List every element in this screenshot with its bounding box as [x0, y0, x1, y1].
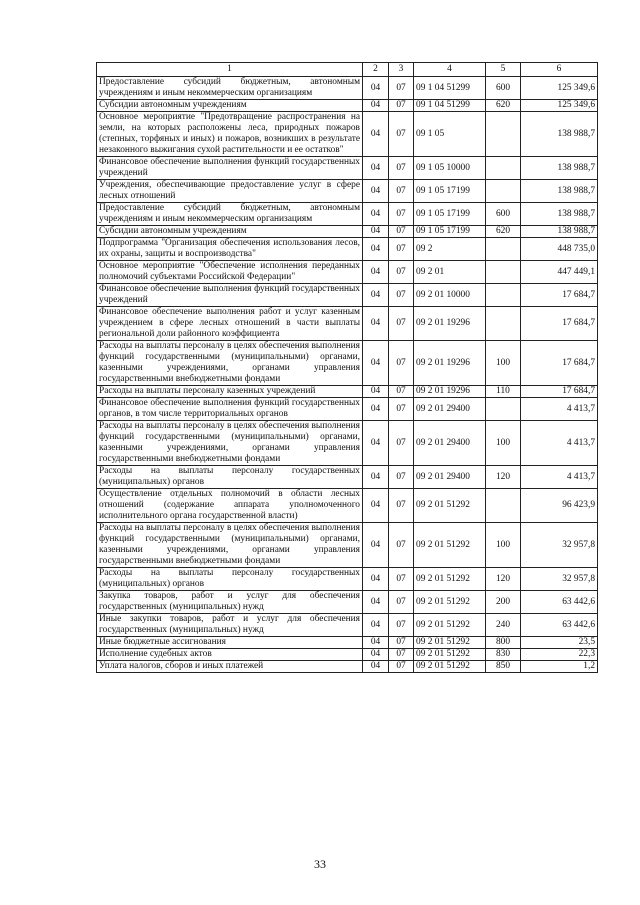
expense-type-cell	[486, 112, 521, 157]
section-cell: 04	[363, 307, 389, 341]
amount-cell: 125 349,6	[521, 100, 598, 112]
amount-cell: 63 442,6	[521, 591, 598, 614]
expense-type-cell	[486, 398, 521, 421]
item-name-cell: Расходы на выплаты персоналу в целях обеспечения выполнения функций государственными (муниципальными) органами, казенными учреждениями, органами управления государственными внебюджетными фондами	[97, 421, 363, 466]
subsection-cell: 07	[389, 180, 414, 203]
item-name-cell: Уплата налогов, сборов и иных платежей	[97, 661, 363, 673]
target-article-cell: 09 2 01 51292	[414, 649, 486, 661]
table-row	[97, 157, 598, 180]
item-name-cell: Учреждения, обеспечивающие предоставление услуг в сфере лесных отношений	[97, 180, 363, 203]
amount-cell: 138 988,7	[521, 157, 598, 180]
amount-cell: 23,5	[521, 637, 598, 649]
section-cell: 04	[363, 100, 389, 112]
column-header: 1	[97, 63, 363, 77]
subsection-cell: 07	[389, 261, 414, 284]
amount-cell: 138 988,7	[521, 226, 598, 238]
expense-type-cell	[486, 180, 521, 203]
item-name-cell: Расходы на выплаты персоналу в целях обеспечения выполнения функций государственными (муниципальными) органами, казенными учреждениями, органами управления государственными внебюджетными фондами	[97, 341, 363, 386]
amount-cell: 4 413,7	[521, 466, 598, 489]
section-cell: 04	[363, 591, 389, 614]
subsection-cell: 07	[389, 398, 414, 421]
amount-cell: 32 957,8	[521, 568, 598, 591]
table-row	[97, 489, 598, 523]
page-number: 33	[314, 857, 326, 871]
expense-type-cell	[486, 238, 521, 261]
item-name-cell: Иные бюджетные ассигнования	[97, 637, 363, 649]
section-cell: 04	[363, 238, 389, 261]
item-name-cell: Иные закупки товаров, работ и услуг для обеспечения государственных (муниципальных) нужд	[97, 614, 363, 637]
item-name-cell: Подпрограмма "Организация обеспечения использования лесов, их охраны, защиты и воспроизводства"	[97, 238, 363, 261]
item-name-cell: Финансовое обеспечение выполнения функций государственных учреждений	[97, 157, 363, 180]
target-article-cell: 09 1 04 51299	[414, 100, 486, 112]
table-row	[97, 307, 598, 341]
amount-cell: 32 957,8	[521, 523, 598, 568]
table-row	[97, 238, 598, 261]
amount-cell: 17 684,7	[521, 307, 598, 341]
table-row	[97, 284, 598, 307]
subsection-cell: 07	[389, 226, 414, 238]
item-name-cell: Субсидии автономным учреждениям	[97, 100, 363, 112]
target-article-cell: 09 2 01 19296	[414, 386, 486, 398]
section-cell: 04	[363, 386, 389, 398]
section-cell: 04	[363, 637, 389, 649]
column-header: 3	[389, 63, 414, 77]
table-row	[97, 614, 598, 637]
subsection-cell: 07	[389, 100, 414, 112]
amount-cell: 96 423,9	[521, 489, 598, 523]
target-article-cell: 09 1 05 17199	[414, 226, 486, 238]
amount-cell: 447 449,1	[521, 261, 598, 284]
column-header: 2	[363, 63, 389, 77]
table-body	[97, 77, 598, 673]
subsection-cell: 07	[389, 77, 414, 100]
item-name-cell: Расходы на выплаты персоналу казенных учреждений	[97, 386, 363, 398]
target-article-cell: 09 1 05 17199	[414, 180, 486, 203]
table-row	[97, 591, 598, 614]
expense-type-cell: 240	[486, 614, 521, 637]
table-row	[97, 523, 598, 568]
expense-type-cell	[486, 307, 521, 341]
subsection-cell: 07	[389, 637, 414, 649]
table-row	[97, 649, 598, 661]
amount-cell: 17 684,7	[521, 386, 598, 398]
expense-type-cell: 110	[486, 386, 521, 398]
amount-cell: 4 413,7	[521, 398, 598, 421]
target-article-cell: 09 2 01 51292	[414, 661, 486, 673]
expense-type-cell	[486, 489, 521, 523]
subsection-cell: 07	[389, 284, 414, 307]
item-name-cell: Основное мероприятие "Предотвращение распространения на земли, на которых расположены леса, природных пожаров (степных, торфяных и иных) и пожаров, возникших в результате незаконного выжигания сухой растительности и ее остатков"	[97, 112, 363, 157]
item-name-cell: Расходы на выплаты персоналу в целях обеспечения выполнения функций государственными (муниципальными) органами, казенными учреждениями, органами управления государственными внебюджетными фондами	[97, 523, 363, 568]
section-cell: 04	[363, 157, 389, 180]
expense-type-cell: 120	[486, 466, 521, 489]
item-name-cell: Предоставление субсидий бюджетным, автономным учреждениям и иным некоммерческим организациям	[97, 203, 363, 226]
table-row	[97, 637, 598, 649]
item-name-cell: Исполнение судебных актов	[97, 649, 363, 661]
expense-type-cell: 600	[486, 77, 521, 100]
item-name-cell: Закупка товаров, работ и услуг для обеспечения государственных (муниципальных) нужд	[97, 591, 363, 614]
target-article-cell: 09 2 01 51292	[414, 637, 486, 649]
item-name-cell: Основное мероприятие "Обеспечение исполнения переданных полномочий субъектами Российской Федерации"	[97, 261, 363, 284]
item-name-cell: Расходы на выплаты персоналу государственных (муниципальных) органов	[97, 568, 363, 591]
subsection-cell: 07	[389, 649, 414, 661]
target-article-cell: 09 2 01 51292	[414, 523, 486, 568]
section-cell: 04	[363, 261, 389, 284]
section-cell: 04	[363, 398, 389, 421]
target-article-cell: 09 2 01 29400	[414, 398, 486, 421]
target-article-cell: 09 2	[414, 238, 486, 261]
item-name-cell: Субсидии автономным учреждениям	[97, 226, 363, 238]
subsection-cell: 07	[389, 591, 414, 614]
column-header: 4	[414, 63, 486, 77]
target-article-cell: 09 2 01 51292	[414, 614, 486, 637]
table-row	[97, 398, 598, 421]
section-cell: 04	[363, 489, 389, 523]
section-cell: 04	[363, 341, 389, 386]
table-row	[97, 341, 598, 386]
table-row	[97, 568, 598, 591]
table-row	[97, 386, 598, 398]
section-cell: 04	[363, 203, 389, 226]
subsection-cell: 07	[389, 112, 414, 157]
table-row	[97, 421, 598, 466]
target-article-cell: 09 2 01	[414, 261, 486, 284]
section-cell: 04	[363, 661, 389, 673]
expense-type-cell: 100	[486, 421, 521, 466]
table-row	[97, 100, 598, 112]
item-name-cell: Финансовое обеспечение выполнения функций государственных учреждений	[97, 284, 363, 307]
expense-type-cell: 100	[486, 523, 521, 568]
section-cell: 04	[363, 523, 389, 568]
amount-cell: 22,3	[521, 649, 598, 661]
section-cell: 04	[363, 180, 389, 203]
amount-cell: 17 684,7	[521, 284, 598, 307]
table-row	[97, 112, 598, 157]
subsection-cell: 07	[389, 307, 414, 341]
expense-type-cell: 850	[486, 661, 521, 673]
item-name-cell: Осуществление отдельных полномочий в области лесных отношений (содержание аппарата уполномоченного исполнительного органа государственной власти)	[97, 489, 363, 523]
target-article-cell: 09 2 01 10000	[414, 284, 486, 307]
expense-type-cell: 620	[486, 100, 521, 112]
expense-type-cell: 100	[486, 341, 521, 386]
amount-cell: 448 735,0	[521, 238, 598, 261]
subsection-cell: 07	[389, 421, 414, 466]
amount-cell: 63 442,6	[521, 614, 598, 637]
target-article-cell: 09 1 05	[414, 112, 486, 157]
amount-cell: 138 988,7	[521, 180, 598, 203]
section-cell: 04	[363, 568, 389, 591]
amount-cell: 138 988,7	[521, 112, 598, 157]
subsection-cell: 07	[389, 203, 414, 226]
subsection-cell: 07	[389, 157, 414, 180]
expense-type-cell	[486, 261, 521, 284]
section-cell: 04	[363, 614, 389, 637]
section-cell: 04	[363, 284, 389, 307]
expense-type-cell: 800	[486, 637, 521, 649]
subsection-cell: 07	[389, 614, 414, 637]
expense-type-cell: 200	[486, 591, 521, 614]
section-cell: 04	[363, 112, 389, 157]
target-article-cell: 09 1 05 10000	[414, 157, 486, 180]
target-article-cell: 09 1 04 51299	[414, 77, 486, 100]
subsection-cell: 07	[389, 661, 414, 673]
subsection-cell: 07	[389, 341, 414, 386]
amount-cell: 138 988,7	[521, 203, 598, 226]
item-name-cell: Предоставление субсидий бюджетным, автономным учреждениям и иным некоммерческим организациям	[97, 77, 363, 100]
table-row	[97, 661, 598, 673]
item-name-cell: Расходы на выплаты персоналу государственных (муниципальных) органов	[97, 466, 363, 489]
amount-cell: 4 413,7	[521, 421, 598, 466]
target-article-cell: 09 2 01 29400	[414, 421, 486, 466]
table-row	[97, 180, 598, 203]
expense-type-cell: 830	[486, 649, 521, 661]
section-cell: 04	[363, 466, 389, 489]
section-cell: 04	[363, 649, 389, 661]
amount-cell: 125 349,6	[521, 77, 598, 100]
table-row	[97, 261, 598, 284]
subsection-cell: 07	[389, 238, 414, 261]
subsection-cell: 07	[389, 386, 414, 398]
section-cell: 04	[363, 77, 389, 100]
target-article-cell: 09 2 01 29400	[414, 466, 486, 489]
table-row	[97, 203, 598, 226]
table-row	[97, 466, 598, 489]
section-cell: 04	[363, 421, 389, 466]
expense-type-cell: 120	[486, 568, 521, 591]
subsection-cell: 07	[389, 523, 414, 568]
item-name-cell: Финансовое обеспечение выполнения функций государственных органов, в том числе территориальных органов	[97, 398, 363, 421]
target-article-cell: 09 2 01 51292	[414, 489, 486, 523]
subsection-cell: 07	[389, 489, 414, 523]
expense-type-cell	[486, 157, 521, 180]
target-article-cell: 09 2 01 19296	[414, 307, 486, 341]
expense-type-cell: 600	[486, 203, 521, 226]
expense-type-cell: 620	[486, 226, 521, 238]
table-row	[97, 226, 598, 238]
target-article-cell: 09 1 05 17199	[414, 203, 486, 226]
subsection-cell: 07	[389, 568, 414, 591]
amount-cell: 17 684,7	[521, 341, 598, 386]
column-header: 6	[521, 63, 598, 77]
table-header-row	[97, 63, 598, 77]
target-article-cell: 09 2 01 19296	[414, 341, 486, 386]
table-row	[97, 77, 598, 100]
expense-type-cell	[486, 284, 521, 307]
target-article-cell: 09 2 01 51292	[414, 568, 486, 591]
section-cell: 04	[363, 226, 389, 238]
item-name-cell: Финансовое обеспечение выполнения работ и услуг казенным учреждением в сфере лесных отношений в части выплаты региональной доли районного коэффициента	[97, 307, 363, 341]
amount-cell: 1,2	[521, 661, 598, 673]
column-header: 5	[486, 63, 521, 77]
subsection-cell: 07	[389, 466, 414, 489]
budget-table	[96, 62, 598, 673]
target-article-cell: 09 2 01 51292	[414, 591, 486, 614]
